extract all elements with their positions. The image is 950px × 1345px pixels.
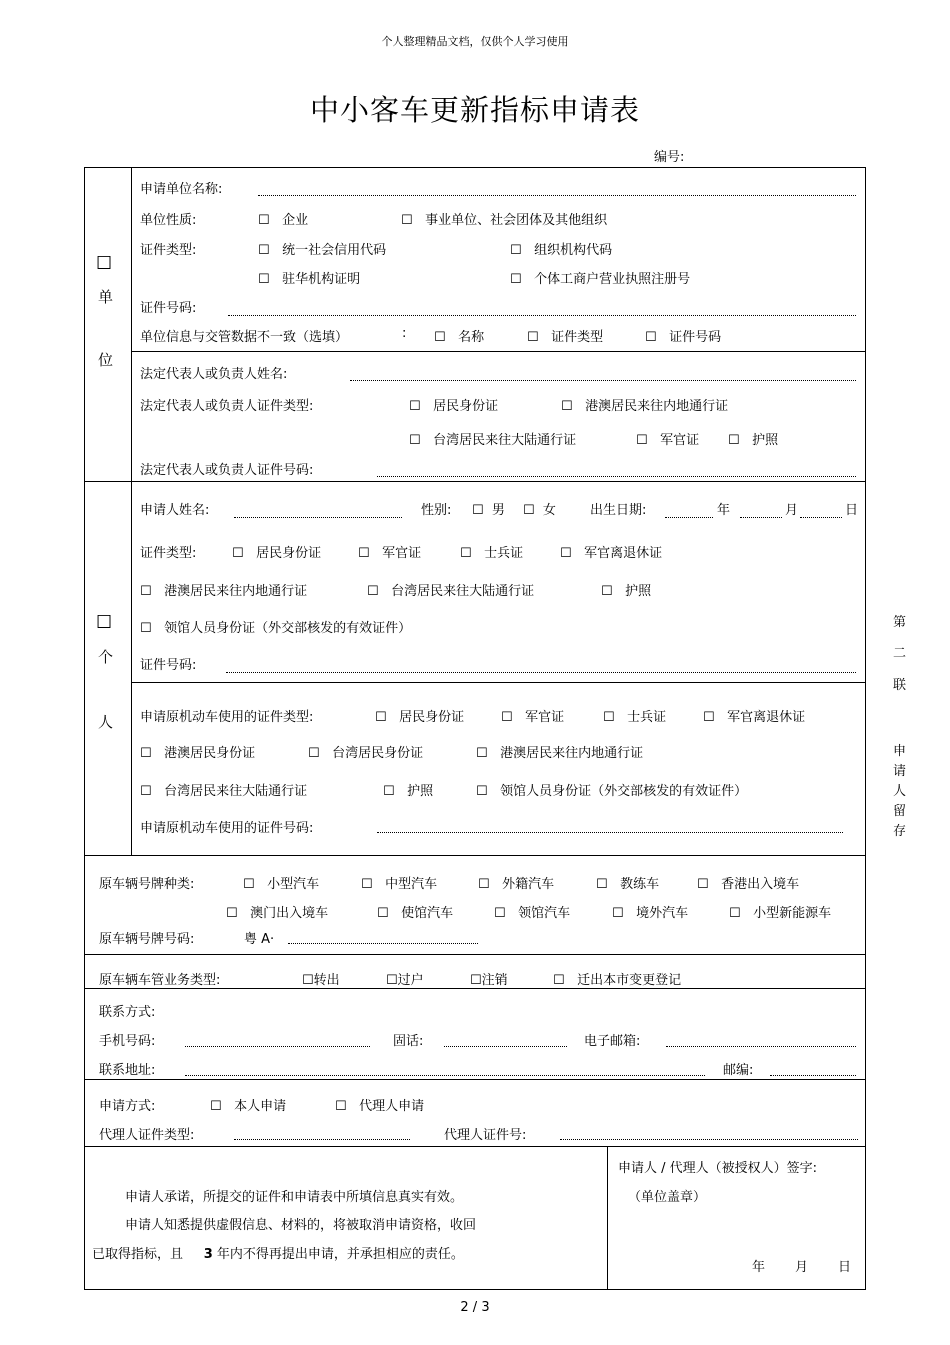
cert-resident-org-checkbox[interactable]: ☐ 驻华机构证明 xyxy=(258,272,361,287)
form-number-label: 编号: xyxy=(654,150,685,165)
mismatch-cert-type-checkbox[interactable]: ☐ 证件类型 xyxy=(527,330,604,345)
document-header: 个人整理精品文档，仅供个人学习使用 xyxy=(381,35,569,48)
mobile-input[interactable] xyxy=(185,1046,370,1047)
postcode-label: 邮编: xyxy=(723,1063,754,1078)
unit-mismatch-label: 单位信息与交管数据不一致（选填） xyxy=(140,330,349,345)
dob-year-input[interactable] xyxy=(665,517,713,518)
personal-cert-id-checkbox[interactable]: ☐ 居民身份证 xyxy=(232,546,322,561)
plate-small-car-checkbox[interactable]: ☐ 小型汽车 xyxy=(243,877,320,892)
plate-hk-car-checkbox[interactable]: ☐ 香港出入境车 xyxy=(697,877,800,892)
dob-day-input[interactable] xyxy=(800,517,842,518)
rep-name-label: 法定代表人或负责人姓名: xyxy=(140,367,288,382)
personal-cert-passport-checkbox[interactable]: ☐ 护照 xyxy=(601,584,652,599)
personal-cert-type-label: 证件类型: xyxy=(140,546,197,561)
mismatch-name-checkbox[interactable]: ☐ 名称 xyxy=(434,330,485,345)
agent-cert-type-input[interactable] xyxy=(234,1139,410,1140)
unit-side-label-2: 位 xyxy=(98,351,114,369)
dob-year-label: 年 xyxy=(717,503,731,518)
unit-cert-type-label: 证件类型: xyxy=(140,243,197,258)
page-number: 2 / 3 xyxy=(460,1300,490,1315)
dob-month-label: 月 xyxy=(785,503,799,518)
phone-input[interactable] xyxy=(444,1046,567,1047)
orig-cert-officer-checkbox[interactable]: ☐ 军官证 xyxy=(501,710,565,725)
orig-cert-type-label: 申请原机动车使用的证件类型: xyxy=(140,710,314,725)
business-transfer-out-checkbox[interactable]: ☐转出 xyxy=(302,973,340,988)
nature-enterprise-checkbox[interactable]: ☐ 企业 xyxy=(258,213,309,228)
orig-cert-no-label: 申请原机动车使用的证件号码: xyxy=(140,821,314,836)
rep-cert-no-input[interactable] xyxy=(377,476,856,477)
applicant-name-input[interactable] xyxy=(234,517,402,518)
contact-label: 联系方式: xyxy=(99,1005,156,1020)
unit-name-label: 申请单位名称: xyxy=(140,182,223,197)
signature-label: 申请人 / 代理人（被授权人）签字: xyxy=(618,1161,818,1176)
business-ownership-transfer-checkbox[interactable]: ☐过户 xyxy=(386,973,424,988)
personal-cert-consular-checkbox[interactable]: ☐ 领馆人员身份证（外交部核发的有效证件） xyxy=(140,621,412,636)
unit-checkbox[interactable]: ☐ xyxy=(96,253,113,274)
nature-institution-checkbox[interactable]: ☐ 事业单位、社会团体及其他组织 xyxy=(401,213,608,228)
orig-cert-hkmo-permit-checkbox[interactable]: ☐ 港澳居民来往内地通行证 xyxy=(476,746,644,761)
business-type-label: 原车辆车管业务类型: xyxy=(99,973,221,988)
orig-cert-passport-checkbox[interactable]: ☐ 护照 xyxy=(383,784,434,799)
plate-medium-car-checkbox[interactable]: ☐ 中型汽车 xyxy=(361,877,438,892)
apply-self-checkbox[interactable]: ☐ 本人申请 xyxy=(210,1099,287,1114)
orig-cert-hkmo-id-checkbox[interactable]: ☐ 港澳居民身份证 xyxy=(140,746,256,761)
email-label: 电子邮箱: xyxy=(584,1034,641,1049)
cert-credit-code-checkbox[interactable]: ☐ 统一社会信用代码 xyxy=(258,243,387,258)
phone-label: 固话: xyxy=(393,1034,424,1049)
cert-business-license-checkbox[interactable]: ☐ 个体工商户营业执照注册号 xyxy=(510,272,691,287)
personal-cert-no-input[interactable] xyxy=(226,672,856,673)
rep-cert-id-checkbox[interactable]: ☐ 居民身份证 xyxy=(409,399,499,414)
unit-side-label-1: 单 xyxy=(98,288,114,306)
rep-cert-no-label: 法定代表人或负责人证件号码: xyxy=(140,463,314,478)
page-title: 中小客车更新指标申请表 xyxy=(309,93,640,127)
rep-cert-officer-checkbox[interactable]: ☐ 军官证 xyxy=(636,433,700,448)
postcode-input[interactable] xyxy=(770,1075,856,1076)
dob-day-label: 日 xyxy=(845,503,859,518)
plate-coach-car-checkbox[interactable]: ☐ 教练车 xyxy=(596,877,660,892)
personal-cert-no-label: 证件号码: xyxy=(140,658,197,673)
unit-name-input[interactable] xyxy=(258,195,856,196)
pledge-line-2: 申请人知悉提供虚假信息、材料的，将被取消申请资格，收回 xyxy=(125,1218,477,1233)
mismatch-cert-no-checkbox[interactable]: ☐ 证件号码 xyxy=(645,330,722,345)
plate-consulate-car-checkbox[interactable]: ☐ 领馆汽车 xyxy=(494,906,571,921)
plate-macau-car-checkbox[interactable]: ☐ 澳门出入境车 xyxy=(226,906,329,921)
rep-name-input[interactable] xyxy=(350,380,856,381)
personal-cert-tw-checkbox[interactable]: ☐ 台湾居民来往大陆通行证 xyxy=(367,584,535,599)
orig-cert-tw-id-checkbox[interactable]: ☐ 台湾居民身份证 xyxy=(308,746,424,761)
sign-month-label: 月 xyxy=(795,1260,809,1275)
pledge-line-3: 已取得指标，且 3 年内不得再提出申请，并承担相应的责任。 xyxy=(92,1247,464,1262)
gender-female-checkbox[interactable]: ☐ 女 xyxy=(523,503,556,518)
plate-new-energy-checkbox[interactable]: ☐ 小型新能源车 xyxy=(729,906,832,921)
cert-org-code-checkbox[interactable]: ☐ 组织机构代码 xyxy=(510,243,613,258)
dob-label: 出生日期: xyxy=(590,503,647,518)
agent-cert-no-input[interactable] xyxy=(560,1139,858,1140)
sign-day-label: 日 xyxy=(838,1260,852,1275)
personal-cert-hkmo-checkbox[interactable]: ☐ 港澳居民来往内地通行证 xyxy=(140,584,308,599)
pledge-line-1: 申请人承诺，所提交的证件和申请表中所填信息真实有效。 xyxy=(125,1190,464,1205)
address-input[interactable] xyxy=(185,1075,705,1076)
orig-cert-id-checkbox[interactable]: ☐ 居民身份证 xyxy=(375,710,465,725)
plate-no-label: 原车辆号牌号码: xyxy=(99,932,195,947)
plate-embassy-car-checkbox[interactable]: ☐ 使馆汽车 xyxy=(377,906,454,921)
gender-label: 性别: xyxy=(421,503,452,518)
orig-cert-retired-checkbox[interactable]: ☐ 军官离退休证 xyxy=(703,710,806,725)
personal-cert-officer-checkbox[interactable]: ☐ 军官证 xyxy=(358,546,422,561)
orig-cert-soldier-checkbox[interactable]: ☐ 士兵证 xyxy=(603,710,667,725)
dob-month-input[interactable] xyxy=(740,517,782,518)
orig-cert-tw-permit-checkbox[interactable]: ☐ 台湾居民来往大陆通行证 xyxy=(140,784,308,799)
unit-cert-no-label: 证件号码: xyxy=(140,301,197,316)
apply-agent-checkbox[interactable]: ☐ 代理人申请 xyxy=(335,1099,425,1114)
plate-type-label: 原车辆号牌种类: xyxy=(99,877,195,892)
unit-cert-no-input[interactable] xyxy=(228,315,856,316)
seal-label: （单位盖章） xyxy=(628,1190,707,1205)
personal-cert-retired-checkbox[interactable]: ☐ 军官离退休证 xyxy=(560,546,663,561)
orig-cert-consular-checkbox[interactable]: ☐ 领馆人员身份证（外交部核发的有效证件） xyxy=(476,784,748,799)
rep-cert-tw-checkbox[interactable]: ☐ 台湾居民来往大陆通行证 xyxy=(409,433,577,448)
personal-side-label-1: 个 xyxy=(98,648,114,666)
orig-cert-no-input[interactable] xyxy=(377,832,843,833)
rep-cert-passport-checkbox[interactable]: ☐ 护照 xyxy=(728,433,779,448)
gender-male-checkbox[interactable]: ☐ 男 xyxy=(472,503,505,518)
personal-checkbox[interactable]: ☐ xyxy=(96,612,113,633)
sign-year-label: 年 xyxy=(752,1260,766,1275)
business-cancel-checkbox[interactable]: ☐注销 xyxy=(470,973,508,988)
business-move-out-checkbox[interactable]: ☐ 迁出本市变更登记 xyxy=(553,973,682,988)
rep-cert-type-label: 法定代表人或负责人证件类型: xyxy=(140,399,314,414)
apply-method-label: 申请方式: xyxy=(99,1099,156,1114)
agent-cert-type-label: 代理人证件类型: xyxy=(99,1128,195,1143)
address-label: 联系地址: xyxy=(99,1063,156,1078)
unit-mismatch-colon: : xyxy=(402,326,407,341)
agent-cert-no-label: 代理人证件号: xyxy=(444,1128,527,1143)
unit-nature-label: 单位性质: xyxy=(140,213,197,228)
plate-no-input[interactable] xyxy=(288,943,478,944)
mobile-label: 手机号码: xyxy=(99,1034,156,1049)
rep-cert-hkmo-checkbox[interactable]: ☐ 港澳居民来往内地通行证 xyxy=(561,399,729,414)
plate-prefix: 粤 A· xyxy=(244,932,275,947)
plate-overseas-car-checkbox[interactable]: ☐ 境外汽车 xyxy=(612,906,689,921)
personal-side-label-2: 人 xyxy=(98,713,114,731)
applicant-name-label: 申请人姓名: xyxy=(140,503,210,518)
plate-foreign-car-checkbox[interactable]: ☐ 外籍汽车 xyxy=(478,877,555,892)
email-input[interactable] xyxy=(666,1046,856,1047)
personal-cert-soldier-checkbox[interactable]: ☐ 士兵证 xyxy=(460,546,524,561)
